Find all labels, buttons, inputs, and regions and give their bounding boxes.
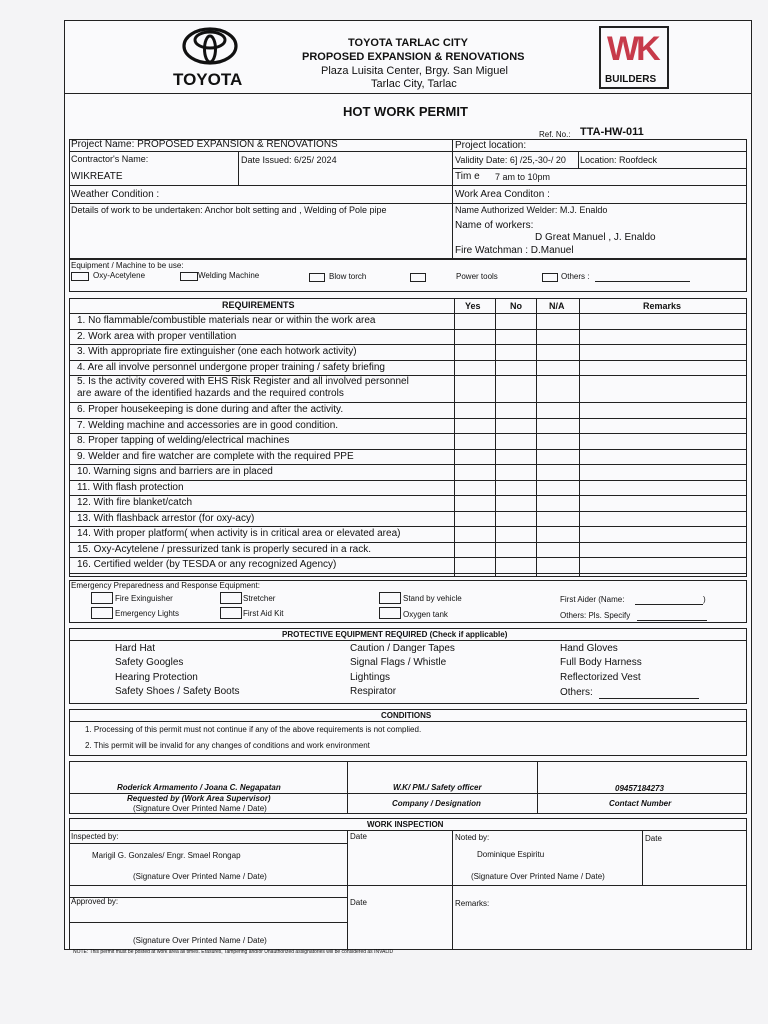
contractor-label: Contractor's Name: [71,154,149,164]
requirements-header: REQUIREMENTS [222,300,295,310]
time-label: Tim e [455,171,480,182]
contact-value: 09457184273 [615,784,664,793]
requirement-item: 12. With fire blanket/catch [77,497,193,508]
inspected-by-label: Inspected by: [71,832,119,841]
requirement-item: 4. Are all involve personnel undergone proper training / safety briefing [77,361,385,373]
requirement-item: 7. Welding machine and accessories are in good condition. [77,419,339,431]
validity-date: Validity Date: 6] /25,-30-/ 20 [455,155,566,165]
approver-signature-note: (Signature Over Printed Name / Date) [133,936,267,945]
checkbox-oxy-acetylene[interactable] [71,272,89,281]
requirement-item: 14. With proper platform( when activity is in critical area or elevated area) [77,528,401,539]
toyota-logo-icon [182,26,238,66]
project-title: PROPOSED EXPANSION & RENOVATIONS [302,51,525,63]
ppe-title: PROTECTIVE EQUIPMENT REQUIRED (Check if applicable) [282,630,508,639]
noted-by-name: Dominique Espiritu [477,850,545,859]
checkbox-stretcher[interactable] [220,592,242,604]
work-location: Location: Roofdeck [580,155,658,165]
equipment-power-tools: Power tools [456,272,498,281]
requirement-item: 3. With appropriate fire extinguisher (one each hotwork activity) [77,346,357,357]
time-value: 7 am to 10pm [495,172,551,182]
noted-signature-note: (Signature Over Printed Name / Date) [471,872,605,881]
ppe-hard-hat: Hard Hat [115,643,156,654]
checkbox-emergency-lights[interactable] [91,607,113,619]
requested-by-label: Requested by (Work Area Supervisor) [127,794,271,803]
requester-signature-note: (Signature Over Printed Name / Date) [133,804,267,813]
emergency-lights: Emergency Lights [115,609,180,618]
designation-label: Company / Designation [392,799,481,808]
requirement-item: 16. Certified welder (by TESDA or any recognized Agency) [77,559,337,570]
builders-label: BUILDERS [605,74,657,85]
condition-2: 2. This permit will be invalid for any changes of conditions and work environment [85,741,370,750]
yes-header: Yes [465,301,481,311]
approved-by-label: Approved by: [71,897,119,906]
emergency-first-aid-kit: First Aid Kit [243,609,284,618]
ppe-signal-flags: Signal Flags / Whistle [350,657,447,668]
ppe-hearing-protection: Hearing Protection [115,672,198,683]
emergency-fire-extinguisher: Fire Exinguisher [115,594,173,603]
project-location: Project location: [455,140,527,151]
contact-label: Contact Number [609,799,672,808]
requirement-item: 13. With flashback arrestor (for oxy-acy) [77,512,255,524]
emergency-stretcher: Stretcher [243,594,276,603]
first-aider-close: ) [703,595,706,604]
conditions-title: CONDITIONS [381,711,432,720]
checkbox-power-tools[interactable] [410,273,426,282]
inspection-date-label: Date [350,832,367,841]
weather-condition: Weather Condition : [71,189,160,200]
footer-note: NOTE: This permit must be posted at work area all times. Erasures, Tampering and/or Unauthorized assignatories will be considered as INVALID [73,949,394,955]
equipment-label: Equipment / Machine to be use: [71,261,184,270]
requirement-item: 5. Is the activity covered with EHS Risk Register and all involved personnel [77,376,409,387]
equipment-welding-machine: Welding Machine [198,271,260,280]
ppe-hand-gloves: Hand Gloves [560,643,618,654]
checkbox-standby-vehicle[interactable] [379,592,401,604]
requester-names: Roderick Armamento / Joana C. Negapatan [117,783,281,792]
requirement-item: 8. Proper tapping of welding/electrical machines [77,435,290,446]
no-header: No [510,301,522,311]
noted-by-label: Noted by: [455,833,490,842]
ref-label: Ref. No.: [539,130,571,139]
permit-title: HOT WORK PERMIT [343,104,468,119]
inspector-signature-note: (Signature Over Printed Name / Date) [133,872,267,881]
ppe-respirator: Respirator [350,686,397,697]
wk-builders-logo [599,26,669,89]
requirement-item: 1. No flammable/combustible materials near or within the work area [77,315,376,326]
fire-watchman: Fire Watchman : D.Manuel [455,245,574,256]
address-line-1: Plaza Luisita Center, Brgy. San Miguel [321,65,508,77]
checkbox-welding-machine[interactable] [180,272,198,281]
checkbox-oxygen-tank[interactable] [379,607,401,619]
ppe-full-body-harness: Full Body Harness [560,657,642,668]
ppe-safety-shoes: Safety Shoes / Safety Boots [115,686,240,697]
checkbox-others[interactable] [542,273,558,282]
workers-label: Name of workers: [455,220,534,231]
ppe-reflectorized-vest: Reflectorized Vest [560,672,641,683]
na-header: N/A [549,301,565,311]
checkbox-first-aid-kit[interactable] [220,607,242,619]
requirement-item: 15. Oxy-Acytelene / pressurized tank is properly secured in a rack. [77,543,372,555]
equipment-blow-torch: Blow torch [329,272,367,281]
requirement-item: 6. Proper housekeeping is done during and after the activity. [77,404,344,415]
emergency-standby-vehicle: Stand by vehicle [403,594,462,603]
ppe-safety-googles: Safety Googles [115,657,184,668]
remarks-header: Remarks [643,301,682,311]
address-line-2: Tarlac City, Tarlac [371,78,457,90]
ppe-caution-tapes: Caution / Danger Tapes [350,643,455,654]
toyota-wordmark: TOYOTA [173,70,243,89]
requirement-item: 9. Welder and fire watcher are complete with the required PPE [77,450,354,462]
requirement-item: are aware of the identified hazards and the required controls [77,388,344,399]
work-details: Details of work to be undertaken: Anchor bolt setting and , Welding of Pole pipe [71,205,387,215]
wk-mark: WK [607,30,658,68]
emergency-others: Others: Pls. Specify [560,611,631,620]
remarks-label: Remarks: [455,899,490,908]
approval-date-label: Date [350,898,367,907]
inspector-names: Marigil G. Gonzales/ Engr. Smael Rongap [92,851,241,860]
inspection-title: WORK INSPECTION [367,820,444,829]
authorized-welder: Name Authorized Welder: M.J. Enaldo [455,205,608,215]
workers-value: D Great Manuel , J. Enaldo [535,232,656,243]
equipment-others: Others : [561,272,590,281]
work-area-condition: Work Area Conditon : [455,189,550,200]
noted-date-label: Date [645,834,662,843]
requirement-item: 10. Warning signs and barriers are in placed [77,466,273,477]
permit-document [64,20,752,955]
ref-number: TTA-HW-011 [580,126,644,138]
designation-value: W.K/ PM./ Safety officer [393,783,482,792]
emergency-oxygen-tank: Oxygen tank [403,610,448,619]
checkbox-fire-extinguisher[interactable] [91,592,113,604]
contractor-value: WIKREATE [71,171,123,182]
emergency-label: Emergency Preparedness and Response Equipment: [71,581,260,590]
checkbox-blow-torch[interactable] [309,273,325,282]
condition-1: 1. Processing of this permit must not continue if any of the above requirements is not complied. [85,725,422,734]
ppe-lightings: Lightings [350,672,391,683]
equipment-oxy-acetylene: Oxy-Acetylene [93,271,146,280]
date-issued: Date Issued: 6/25/ 2024 [241,155,337,165]
ppe-others: Others: [560,687,593,698]
project-name: Project Name: PROPOSED EXPANSION & RENOVATIONS [71,139,338,150]
requirement-item: 11. With flash protection [77,481,184,493]
emergency-first-aider: First Aider (Name: [560,595,625,604]
requirement-item: 2. Work area with proper ventillation [77,330,237,342]
company-name: TOYOTA TARLAC CITY [348,37,468,49]
